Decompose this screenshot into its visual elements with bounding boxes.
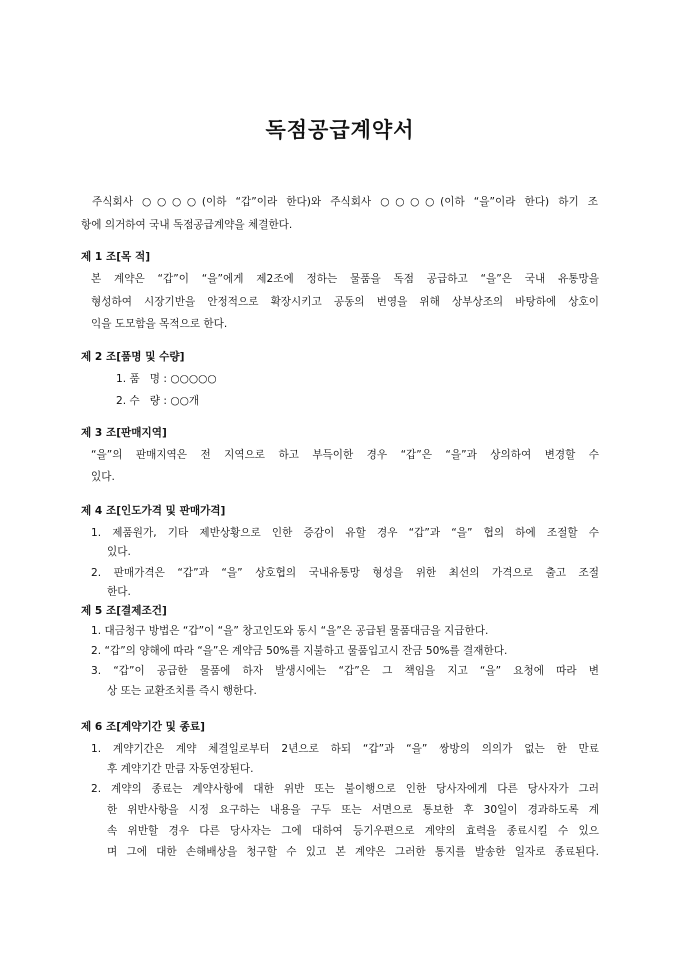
intro-line-1: 주식회사 ○○○○(이하 “갑”이라 한다)와 주식회사 ○○○○(이하 “을”이라 한다) 하기 조	[92, 196, 598, 208]
article-1-line-2: 형성하여 시장기반을 안정적으로 확장시키고 공동의 번영을 위해 상부상조의 바탕하에 상호이	[91, 296, 599, 308]
article-5-item-2: 2. “갑”의 양해에 따라 “을”은 계약금 50%를 지불하고 물품입고시 잔금 50%를 결재한다.	[91, 645, 508, 657]
article-4-item-1-cont: 있다.	[107, 546, 131, 558]
article-2-heading: 제 2 조[품명 및 수량]	[81, 351, 185, 363]
article-5-item-3-cont: 상 또는 교환조치를 즉시 행한다.	[107, 685, 257, 697]
article-5-item-3: 3. “갑”이 공급한 물품에 하자 발생시에는 “갑”은 그 책임을 지고 “을” 요청에 따라 변	[91, 665, 599, 677]
article-2-item-1: 1. 품 명 : ○○○○○	[116, 373, 217, 385]
article-4-item-2: 2. 판매가격은 “갑”과 “을” 상호협의 국내유통망 형성을 위한 최선의 가격으로 출고 조절	[91, 567, 599, 579]
article-3-line-1: “을”의 판매지역은 전 지역으로 하고 부득이한 경우 “갑”은 “을”과 상의하여 변경할 수	[91, 449, 599, 461]
article-4-item-1: 1. 제품원가, 기타 제반상황으로 인한 증감이 유할 경우 “갑”과 “을” 협의 하에 조절할 수	[91, 527, 599, 539]
article-5-item-1: 1. 대금청구 방법은 “갑”이 “을” 창고인도와 동시 “을”은 공급된 물품대금을 지급한다.	[91, 625, 489, 637]
article-6-item-2-cont-3: 며 그에 대한 손해배상을 청구할 수 있고 본 계약은 그러한 통지를 발송한 일자로 종료된다.	[107, 846, 599, 858]
article-1-line-3: 익을 도모함을 목적으로 한다.	[91, 318, 228, 330]
article-6-item-1-cont: 후 계약기간 만큼 자동연장된다.	[107, 763, 254, 775]
article-1-line-1: 본 계약은 “갑”이 “을”에게 제2조에 정하는 물품을 독점 공급하고 “을”은 국내 유통망을	[91, 273, 599, 285]
article-6-item-2-cont-2: 속 위반할 경우 다른 당사자는 그에 대하여 등기우편으로 계약의 효력을 종료시킬 수 있으	[107, 825, 599, 837]
article-3-heading: 제 3 조[판매지역]	[81, 427, 167, 439]
article-6-heading: 제 6 조[계약기간 및 종료]	[81, 721, 205, 733]
article-6-item-1: 1. 계약기간은 계약 체결일로부터 2년으로 하되 “갑”과 “을” 쌍방의 의의가 없는 한 만료	[91, 743, 599, 755]
document-title: 독점공급계약서	[265, 118, 415, 142]
article-6-item-2: 2. 계약의 종료는 계약사항에 대한 위반 또는 불이행으로 인한 당사자에게 다른 당사자가 그러	[91, 783, 599, 795]
article-5-heading: 제 5 조[결제조건]	[81, 605, 167, 617]
article-4-heading: 제 4 조[인도가격 및 판매가격]	[81, 505, 226, 517]
article-2-item-2: 2. 수 량 : ○○개	[116, 395, 200, 407]
article-1-heading: 제 1 조[목 적]	[81, 251, 151, 263]
intro-line-2: 항에 의거하여 국내 독점공급계약을 체결한다.	[81, 219, 293, 231]
article-4-item-2-cont: 한다.	[107, 586, 131, 598]
article-3-line-2: 있다.	[91, 471, 115, 483]
article-6-item-2-cont-1: 한 위반사항을 시정 요구하는 내용을 구두 또는 서면으로 통보한 후 30일이 경과하도록 계	[107, 804, 599, 816]
